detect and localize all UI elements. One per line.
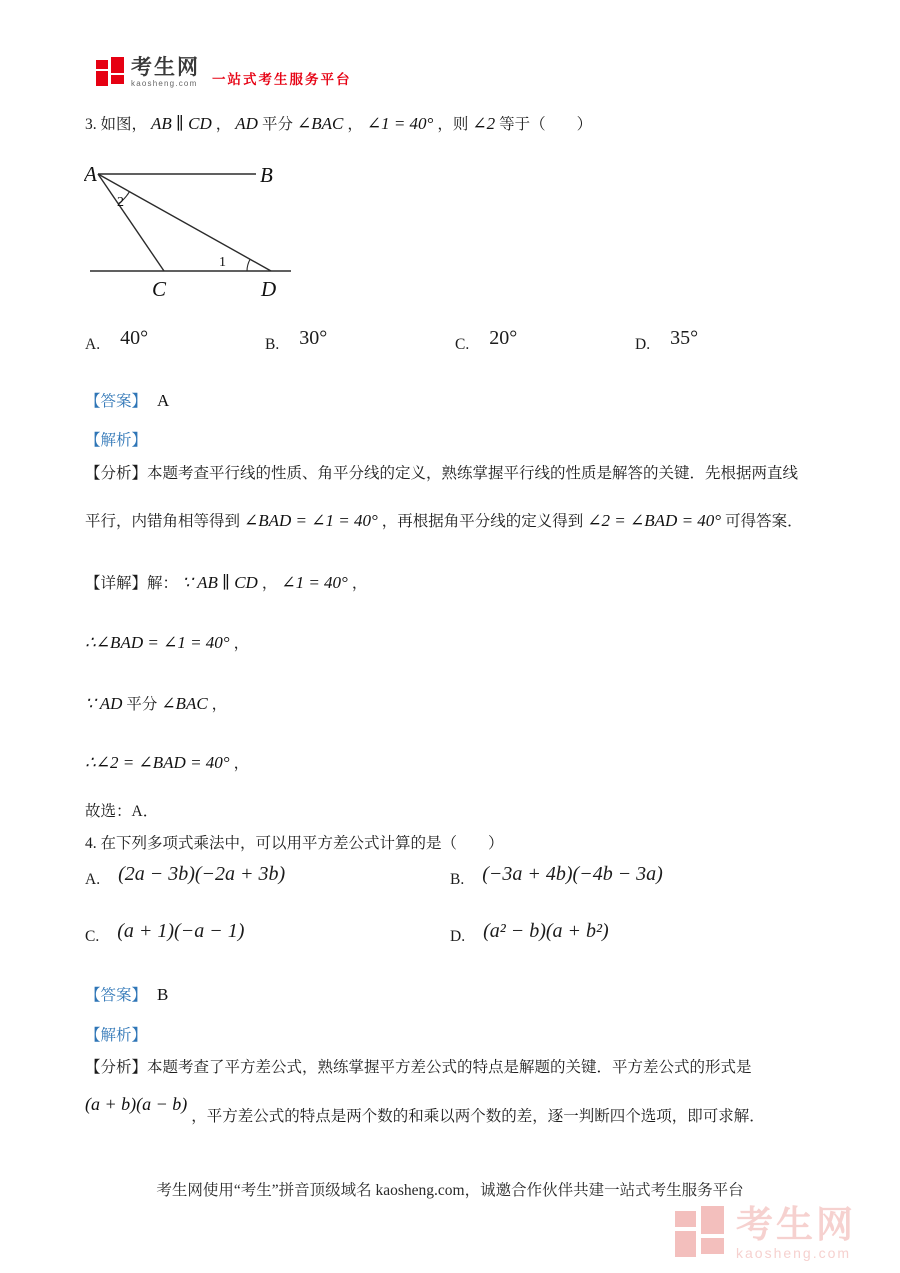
option-label: D.: [635, 336, 651, 353]
option-label: A.: [85, 871, 101, 888]
analysis-math: ∠2 = ∠BAD = 40°: [587, 511, 722, 530]
q3-analysis-line-1: 【分析】本题考查平行线的性质、角平分线的定义，熟练掌握平行线的性质是解答的关键．先根据两直线: [85, 465, 799, 482]
q3-detail-line-1: [85, 571, 367, 593]
q3-option-c: [455, 327, 635, 355]
option-value: 35°: [670, 327, 699, 349]
detail-text: 平分: [126, 696, 162, 713]
option-value: 40°: [120, 327, 149, 349]
detail-text: 【详解】解：: [85, 575, 179, 592]
stem-text: ，: [215, 116, 232, 133]
detail-text: ，: [233, 635, 250, 652]
answer-tag: 【答案】: [85, 393, 148, 410]
option-label: C.: [455, 336, 470, 353]
question-3-stem: [85, 112, 845, 134]
option-value: (a² − b)(a + b²): [483, 920, 609, 942]
detail-text: ，: [261, 575, 278, 592]
answer-value: A: [157, 391, 170, 410]
footer-watermark: [675, 1204, 856, 1262]
detail-text: ，: [211, 696, 228, 713]
detail-math: ∴∠BAD = ∠1 = 40°: [85, 633, 230, 652]
angle-arc-1: [247, 259, 250, 271]
geometry-figure: [84, 156, 316, 318]
option-value: (2a − 3b)(−2a + 3b): [118, 863, 286, 885]
detail-text: ，: [351, 575, 368, 592]
watermark-domain: kaosheng.com: [736, 1245, 852, 1261]
stem-math: AB ∥ CD: [151, 114, 212, 133]
stem-math: AD: [235, 114, 258, 133]
q3-detail-line-2: [85, 631, 249, 653]
stem-text: ，: [347, 116, 363, 133]
analysis-math: (a + b)(a − b): [85, 1094, 188, 1114]
detail-math: ∴∠2 = ∠BAD = 40°: [85, 753, 230, 772]
figure-label-b: B: [260, 163, 273, 187]
option-label: A.: [85, 336, 101, 353]
jiexi-label: 【解析】: [85, 432, 148, 449]
angle-label-1: 1: [219, 255, 226, 270]
q4-analysis-line-1: 【分析】本题考查了平方差公式，熟练掌握平方差公式的特点是解题的关键．平方差公式的形式是: [85, 1059, 752, 1076]
q4-analysis-line-2: [85, 1094, 875, 1126]
option-label: B.: [450, 871, 465, 888]
answer-tag: 【答案】: [85, 987, 148, 1004]
stem-math: ∠2: [472, 114, 496, 133]
analysis-text: ，平方差公式的特点是两个数的和乘以两个数的差，逐一判断四个选项，即可求解．: [191, 1108, 765, 1125]
watermark-brand: 考生网: [736, 1204, 856, 1245]
q4-option-b: [450, 863, 663, 890]
stem-math: ∠BAC: [296, 114, 344, 133]
q4-option-d: [450, 920, 609, 947]
q3-detail-line-3: [85, 692, 227, 714]
option-value: (a + 1)(−a − 1): [117, 920, 245, 942]
kaosheng-logo-icon: [96, 56, 126, 89]
stem-text: 3. 如图，: [85, 116, 148, 133]
line-ad: [98, 174, 271, 271]
q3-options: [85, 327, 825, 355]
detail-math: ∵ AB ∥ CD: [182, 573, 258, 592]
question-4-stem: 4. 在下列多项式乘法中，可以用平方差公式计算的是（ ）: [85, 835, 504, 852]
angle-label-2: 2: [117, 195, 124, 210]
option-value: 30°: [299, 327, 328, 349]
q3-detail-line-5: 故选：A．: [85, 803, 159, 820]
option-value: 20°: [489, 327, 518, 349]
q4-analysis-tag: [85, 1023, 147, 1045]
q4-option-c: [85, 920, 245, 947]
analysis-math: ∠BAD = ∠1 = 40°: [244, 511, 378, 530]
stem-text: ，则: [437, 116, 469, 133]
detail-text: ，: [233, 755, 250, 772]
footer-text: 考生网使用“考生”拼音顶级域名 kaosheng.com，诚邀合作伙伴共建一站式考生服务平台: [156, 1182, 744, 1199]
q3-analysis-tag: [85, 428, 147, 450]
option-label: C.: [85, 928, 100, 945]
option-value: (−3a + 4b)(−4b − 3a): [482, 863, 663, 885]
geometry-figure-svg: [84, 156, 316, 318]
stem-text: 平分: [261, 116, 293, 133]
q4-option-a: [85, 863, 286, 890]
brand-name: 考生网: [131, 56, 200, 79]
stem-math: ∠1 = 40°: [366, 114, 434, 133]
answer-value: B: [157, 985, 169, 1004]
stem-text: 等于（ ）: [499, 116, 593, 133]
option-label: D.: [450, 928, 466, 945]
line-ac: [98, 174, 164, 271]
jiexi-label: 【解析】: [85, 1027, 148, 1044]
kaosheng-watermark-icon: [675, 1204, 727, 1262]
detail-math: ∵ AD: [85, 694, 123, 713]
q3-option-b: [265, 327, 455, 355]
brand-domain: kaosheng.com: [131, 79, 198, 88]
header-logo: [96, 56, 352, 89]
brand-tagline: 一站式考生服务平台: [212, 71, 352, 87]
figure-label-c: C: [152, 277, 167, 301]
analysis-text: ，再根据角平分线的定义得到: [381, 513, 584, 530]
q3-answer: [85, 389, 169, 411]
q4-answer: [85, 983, 168, 1005]
analysis-text: 平行，内错角相等得到: [85, 513, 241, 530]
analysis-text: 可得答案．: [725, 513, 803, 530]
detail-math: ∠1 = 40°: [281, 573, 348, 592]
q3-option-a: [85, 327, 265, 355]
detail-math: ∠BAC: [161, 694, 208, 713]
option-label: B.: [265, 336, 280, 353]
q3-option-d: [635, 327, 825, 355]
q3-detail-line-4: [85, 751, 249, 773]
figure-label-d: D: [261, 277, 277, 301]
figure-label-a: A: [84, 162, 97, 186]
q3-analysis-line-2: [85, 509, 865, 531]
